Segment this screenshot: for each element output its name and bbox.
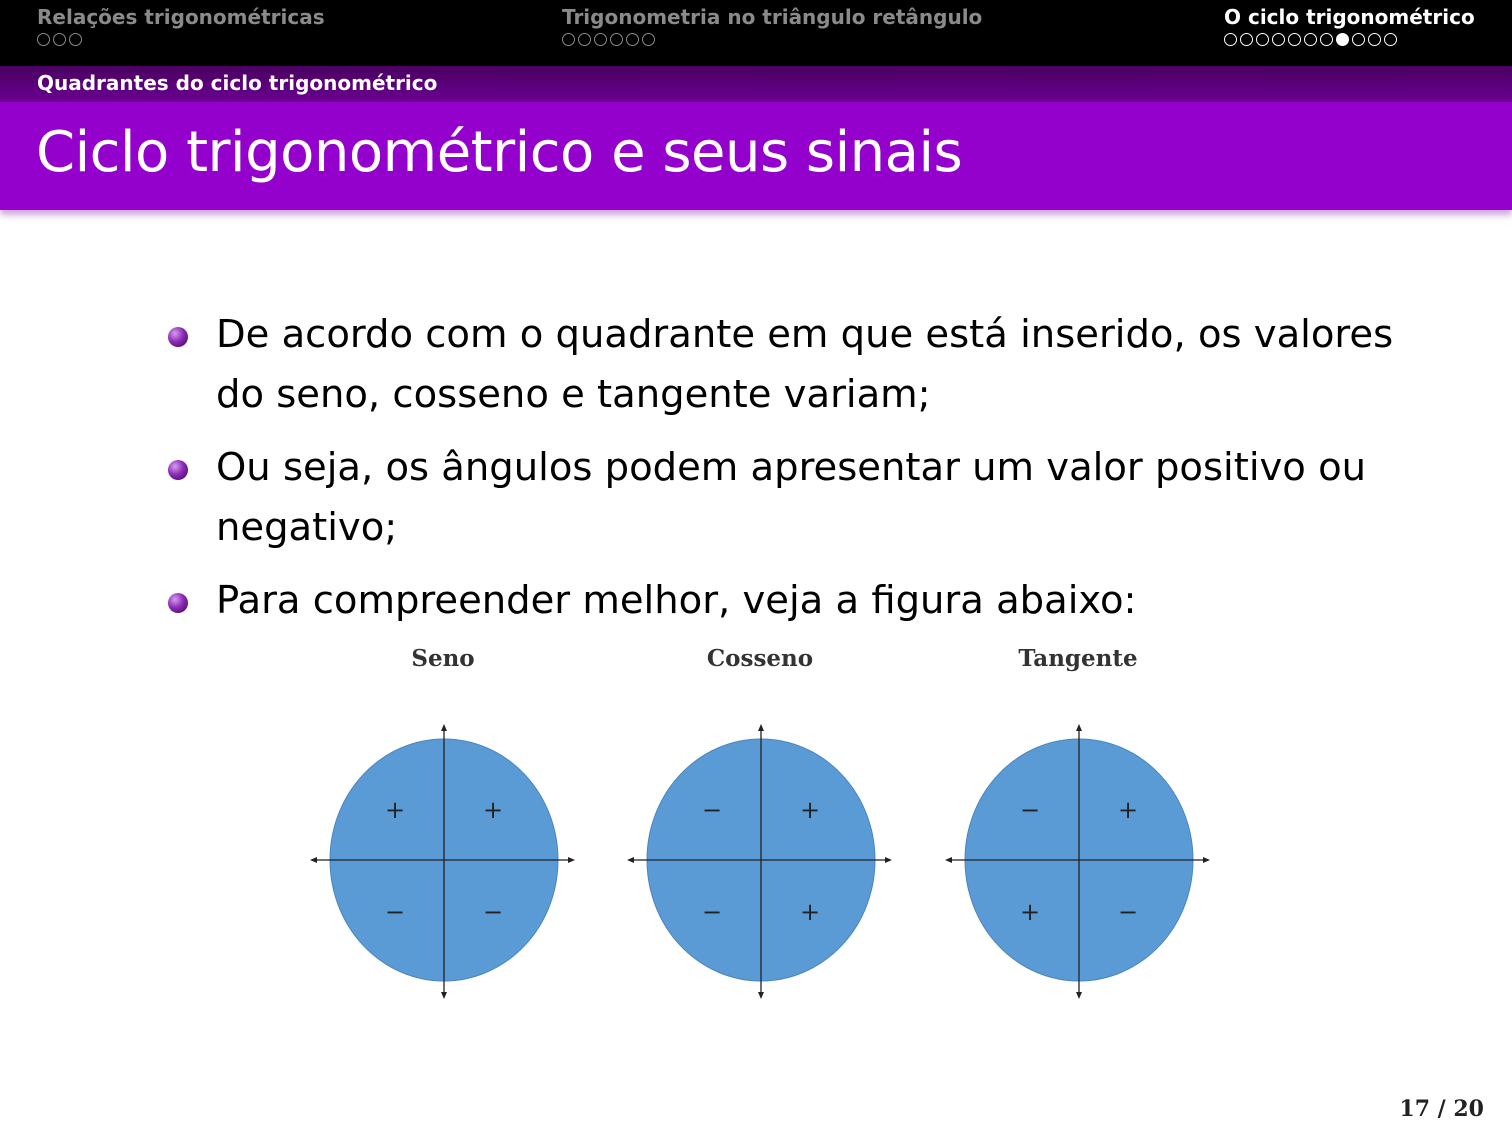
quadrant-sign: + xyxy=(1117,796,1139,824)
nav-dot[interactable] xyxy=(69,33,82,46)
x-axis-arrow-right-icon xyxy=(1203,857,1210,863)
figure-label-tangente: Tangente xyxy=(1018,645,1138,672)
list-item xyxy=(166,305,1406,425)
bullet-ball-icon xyxy=(168,327,188,347)
nav-section-title[interactable]: Trigonometria no triângulo retângulo xyxy=(562,5,983,29)
quadrant-sign: − xyxy=(1117,898,1139,926)
nav-dot[interactable] xyxy=(1384,33,1397,46)
nav-section-ciclo[interactable] xyxy=(1224,4,1475,46)
x-axis-arrow-left-icon xyxy=(945,857,952,863)
x-axis-arrow-left-icon xyxy=(627,857,634,863)
bullet-list xyxy=(166,305,1406,644)
x-axis-arrow-right-icon xyxy=(885,857,892,863)
quadrant-sign: − xyxy=(701,898,723,926)
page-title: Ciclo trigonométrico e seus sinais xyxy=(36,120,963,185)
quadrant-sign: + xyxy=(482,796,504,824)
list-item xyxy=(166,438,1406,558)
nav-section-triangulo[interactable] xyxy=(562,4,982,46)
y-axis-arrow-down-icon xyxy=(1076,992,1082,999)
nav-dot[interactable] xyxy=(610,33,623,46)
nav-dot[interactable] xyxy=(578,33,591,46)
y-axis-arrow-up-icon xyxy=(1076,724,1082,731)
nav-dot[interactable] xyxy=(53,33,66,46)
bullet-ball-icon xyxy=(168,460,188,480)
bullet-text: De acordo com o quadrante em que está inserido, os valores do seno, cosseno e tangente variam; xyxy=(216,312,1394,417)
nav-dot[interactable] xyxy=(1256,33,1269,46)
x-axis-arrow-left-icon xyxy=(310,857,317,863)
nav-dot[interactable] xyxy=(1336,33,1349,46)
figure-label-seno: Seno xyxy=(411,645,475,672)
quadrant-sign: − xyxy=(482,898,504,926)
y-axis-arrow-down-icon xyxy=(441,992,447,999)
circles-drawing xyxy=(300,645,1230,1015)
bullet-text: Ou seja, os ângulos podem apresentar um valor positivo ou negativo; xyxy=(216,445,1367,550)
bullet-text: Para compreender melhor, veja a figura abaixo: xyxy=(216,578,1137,623)
nav-section-title[interactable]: Relações trigonométricas xyxy=(37,5,325,29)
nav-dot[interactable] xyxy=(562,33,575,46)
y-axis-arrow-up-icon xyxy=(758,724,764,731)
nav-section-title[interactable]: O ciclo trigonométrico xyxy=(1224,5,1475,29)
nav-dot[interactable] xyxy=(1272,33,1285,46)
quadrant-sign: + xyxy=(1019,898,1041,926)
nav-dot[interactable] xyxy=(1320,33,1333,46)
y-axis-arrow-down-icon xyxy=(758,992,764,999)
nav-dot[interactable] xyxy=(626,33,639,46)
y-axis-arrow-up-icon xyxy=(441,724,447,731)
quadrant-sign: − xyxy=(1019,796,1041,824)
nav-dot[interactable] xyxy=(37,33,50,46)
nav-dot[interactable] xyxy=(1304,33,1317,46)
nav-dot[interactable] xyxy=(1288,33,1301,46)
quadrant-sign: + xyxy=(799,796,821,824)
subsection-title[interactable]: Quadrantes do ciclo trigonométrico xyxy=(37,71,438,95)
frame-title-bar xyxy=(0,102,1512,210)
nav-dots xyxy=(37,33,325,46)
list-item xyxy=(166,571,1406,631)
nav-dot[interactable] xyxy=(1240,33,1253,46)
nav-dots xyxy=(1224,33,1475,46)
figure-label-cosseno: Cosseno xyxy=(706,645,814,672)
nav-dot[interactable] xyxy=(594,33,607,46)
page-number: 17 / 20 xyxy=(1399,1096,1484,1122)
quadrant-sign: − xyxy=(384,898,406,926)
nav-dot[interactable] xyxy=(1224,33,1237,46)
subsection-bar xyxy=(0,66,1512,102)
section-navigation xyxy=(0,0,1512,66)
nav-section-relacoes[interactable] xyxy=(37,4,325,46)
quadrant-sign: − xyxy=(701,796,723,824)
bullet-ball-icon xyxy=(168,593,188,613)
nav-dot[interactable] xyxy=(1368,33,1381,46)
quadrant-sign: + xyxy=(384,796,406,824)
quadrant-sign: + xyxy=(799,898,821,926)
nav-dot[interactable] xyxy=(642,33,655,46)
x-axis-arrow-right-icon xyxy=(568,857,575,863)
nav-dots xyxy=(562,33,982,46)
nav-dot[interactable] xyxy=(1352,33,1365,46)
sign-circles-figure xyxy=(300,645,1230,1015)
